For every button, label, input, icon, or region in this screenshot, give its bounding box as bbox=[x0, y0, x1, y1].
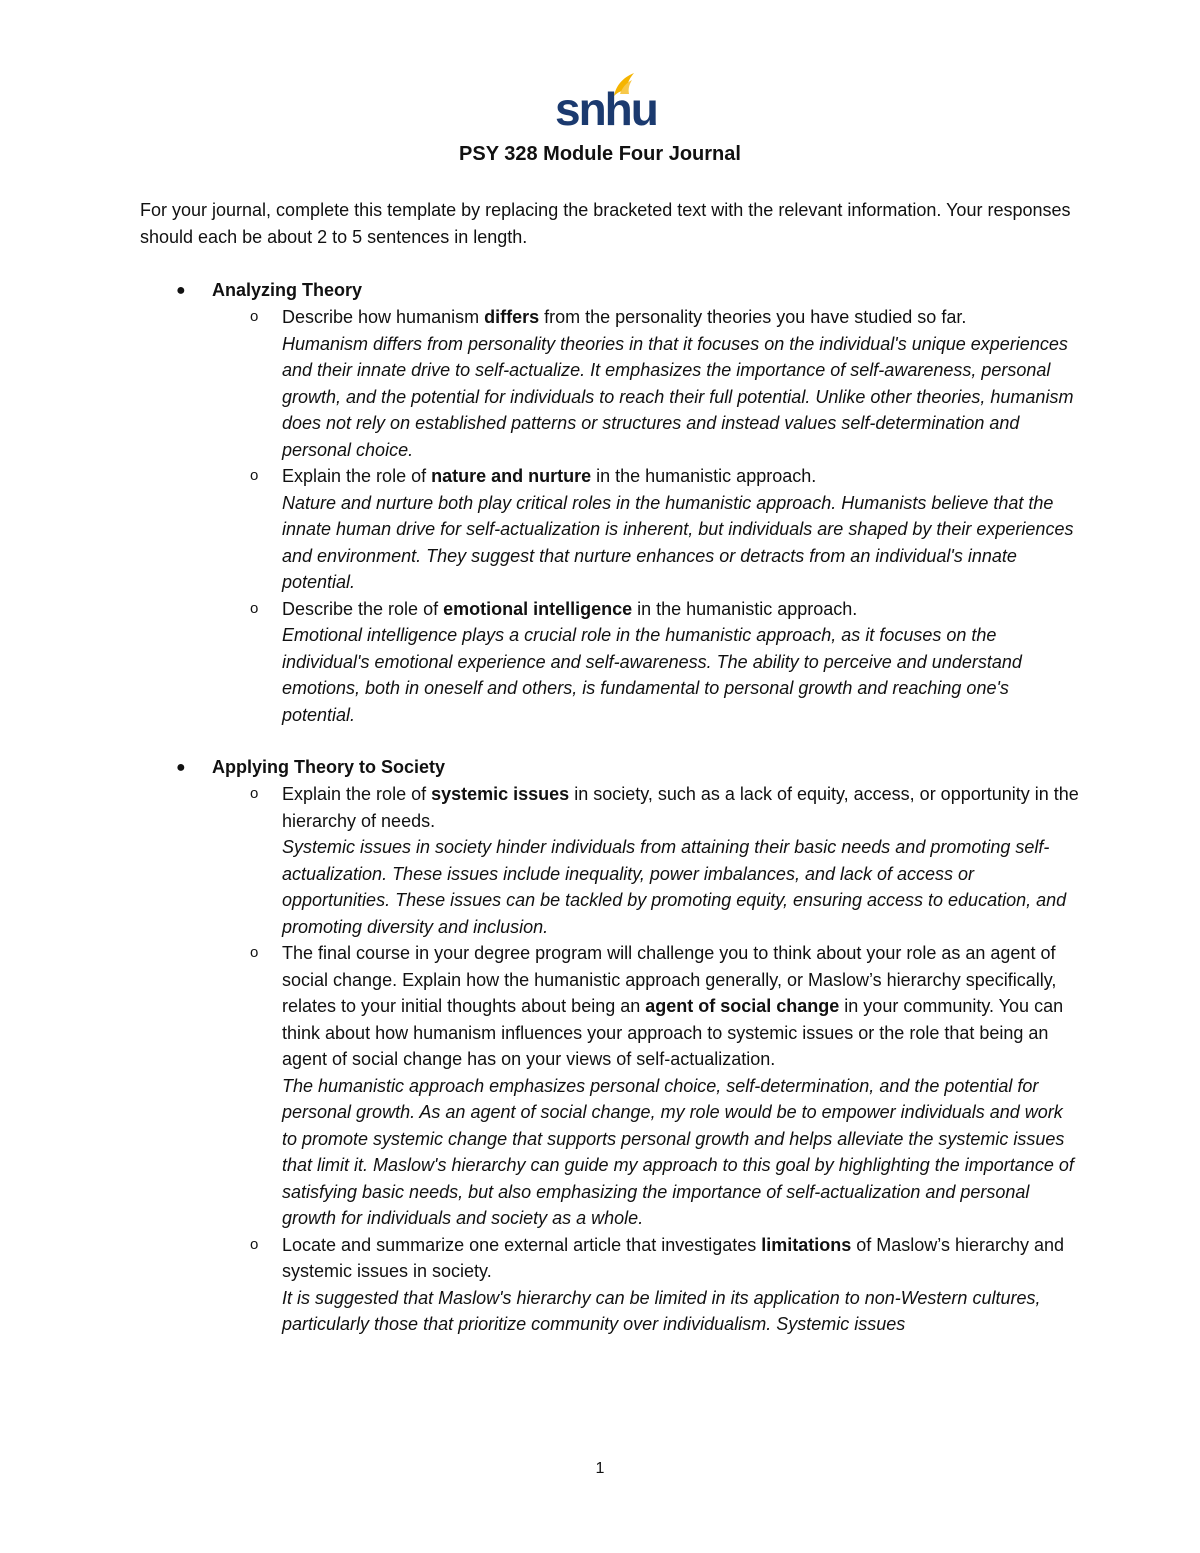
logo-wordmark: snhu bbox=[555, 83, 657, 135]
prompt-part: Describe how humanism bbox=[282, 307, 485, 327]
list-item bbox=[140, 940, 1080, 1232]
prompt-text bbox=[282, 1232, 1080, 1285]
page-title: PSY 328 Module Four Journal bbox=[459, 143, 741, 165]
prompt-emphasis: nature and nurture bbox=[431, 466, 592, 486]
prompt-part: in the humanistic approach. bbox=[632, 598, 858, 619]
prompt-emphasis: agent of social change bbox=[645, 996, 840, 1016]
section-heading bbox=[140, 277, 1080, 304]
prompt-part: of Maslow’s hierarchy and systemic issues in society. bbox=[282, 1234, 1065, 1281]
prompt-part: The final course in your degree program will challenge you to think about your role as an agent of social change. Explain how the humanistic approach generally, or Maslow’s hierarchy specifically, relates to your initial thoughts about being an bbox=[282, 943, 1057, 1016]
section-analyzing-theory bbox=[140, 277, 1080, 728]
bullet-icon: ● bbox=[176, 759, 186, 776]
prompt-part: Explain the role of bbox=[282, 784, 432, 804]
intro-paragraph: For your journal, complete this template by replacing the bracketed text with the relevant information. Your responses should each be about 2 to 5 sentences in length. bbox=[140, 200, 1071, 247]
prompt-text bbox=[282, 596, 1080, 623]
prompt-part: Explain the role of bbox=[282, 466, 432, 486]
section-applying-theory bbox=[140, 754, 1080, 1338]
list-item bbox=[140, 463, 1080, 596]
page-number: 1 bbox=[595, 1460, 605, 1477]
prompt-part: from the personality theories you have studied so far. bbox=[539, 307, 967, 327]
prompt-part: Locate and summarize one external article that investigates bbox=[282, 1234, 762, 1255]
response-text: Systemic issues in society hinder individuals from attaining their basic needs and promoting self-actualization. These issues include inequality, power imbalances, and lack of access or opportunities. These issues can be tackled by promoting equity, ensuring access to education, and promoting diversity and inclusion. bbox=[282, 837, 1067, 937]
circle-marker-icon: o bbox=[250, 599, 259, 617]
prompt-text bbox=[282, 463, 1080, 490]
circle-marker-icon: o bbox=[250, 944, 259, 961]
section-heading bbox=[140, 754, 1080, 781]
prompt-text bbox=[282, 940, 1080, 1073]
response-text: It is suggested that Maslow's hierarchy can be limited in its application to non-Western cultures, particularly those that prioritize community over individualism. Systemic issues bbox=[282, 1287, 1041, 1334]
circle-marker-icon: o bbox=[250, 1235, 259, 1253]
prompt-part: in your community. You can think about how humanism influences your approach to systemic issues or the role that being an agent of social change has on your views of self-actualization. bbox=[282, 996, 1064, 1069]
response-text: Nature and nurture both play critical roles in the humanistic approach. Humanists believe that the innate human drive for self-actualization is inherent, but individuals are shaped by their experiences and environment. They suggest that nurture enhances or detracts from an individual's innate potential. bbox=[282, 492, 1074, 592]
bullet-icon: ● bbox=[176, 282, 186, 299]
prompt-part: in society, such as a lack of equity, access, or opportunity in the hierarchy of needs. bbox=[282, 784, 1079, 831]
circle-marker-icon: o bbox=[250, 467, 259, 484]
prompt-text bbox=[282, 304, 1080, 331]
prompt-emphasis: differs bbox=[484, 307, 540, 327]
prompt-emphasis: emotional intelligence bbox=[443, 598, 633, 619]
list-item bbox=[140, 596, 1080, 729]
section-heading-text: Analyzing Theory bbox=[212, 280, 363, 300]
list-item bbox=[140, 304, 1080, 463]
response-text: The humanistic approach emphasizes personal choice, self-determination, and the potential for personal growth. As an agent of social change, my role would be to empower individuals and work to promote systemic change that supports personal growth and helps alleviate the systemic issues that limit it. Maslow's hierarchy can guide my approach to this goal by highlighting the importance of satisfying basic needs, but also emphasizing the importance of self-actualization and personal growth for individuals and society as a whole. bbox=[282, 1075, 1074, 1228]
section-heading-text: Applying Theory to Society bbox=[212, 757, 446, 777]
response-text: Humanism differs from personality theories in that it focuses on the individual's unique experiences and their innate drive to self-actualize. It emphasizes the importance of self-awareness, personal growth, and the potential for individuals to reach their full potential. Unlike other theories, humanism does not rely on established patterns or structures and instead values self-determination and personal choice. bbox=[282, 333, 1074, 460]
prompt-emphasis: systemic issues bbox=[431, 784, 570, 804]
response-text: Emotional intelligence plays a crucial role in the humanistic approach, as it focuses on the individual's emotional experience and self-awareness. The ability to perceive and understand emotions, both in oneself and others, is fundamental to personal growth and reaching one's potential. bbox=[282, 625, 1022, 725]
list-item bbox=[140, 1232, 1080, 1338]
circle-marker-icon: o bbox=[250, 785, 259, 802]
prompt-emphasis: limitations bbox=[761, 1234, 852, 1255]
list-item bbox=[140, 781, 1080, 940]
circle-marker-icon: o bbox=[250, 308, 259, 325]
prompt-text bbox=[282, 781, 1080, 834]
prompt-part: Describe the role of bbox=[282, 598, 444, 619]
prompt-part: in the humanistic approach. bbox=[591, 466, 817, 486]
snhu-logo bbox=[552, 72, 657, 135]
